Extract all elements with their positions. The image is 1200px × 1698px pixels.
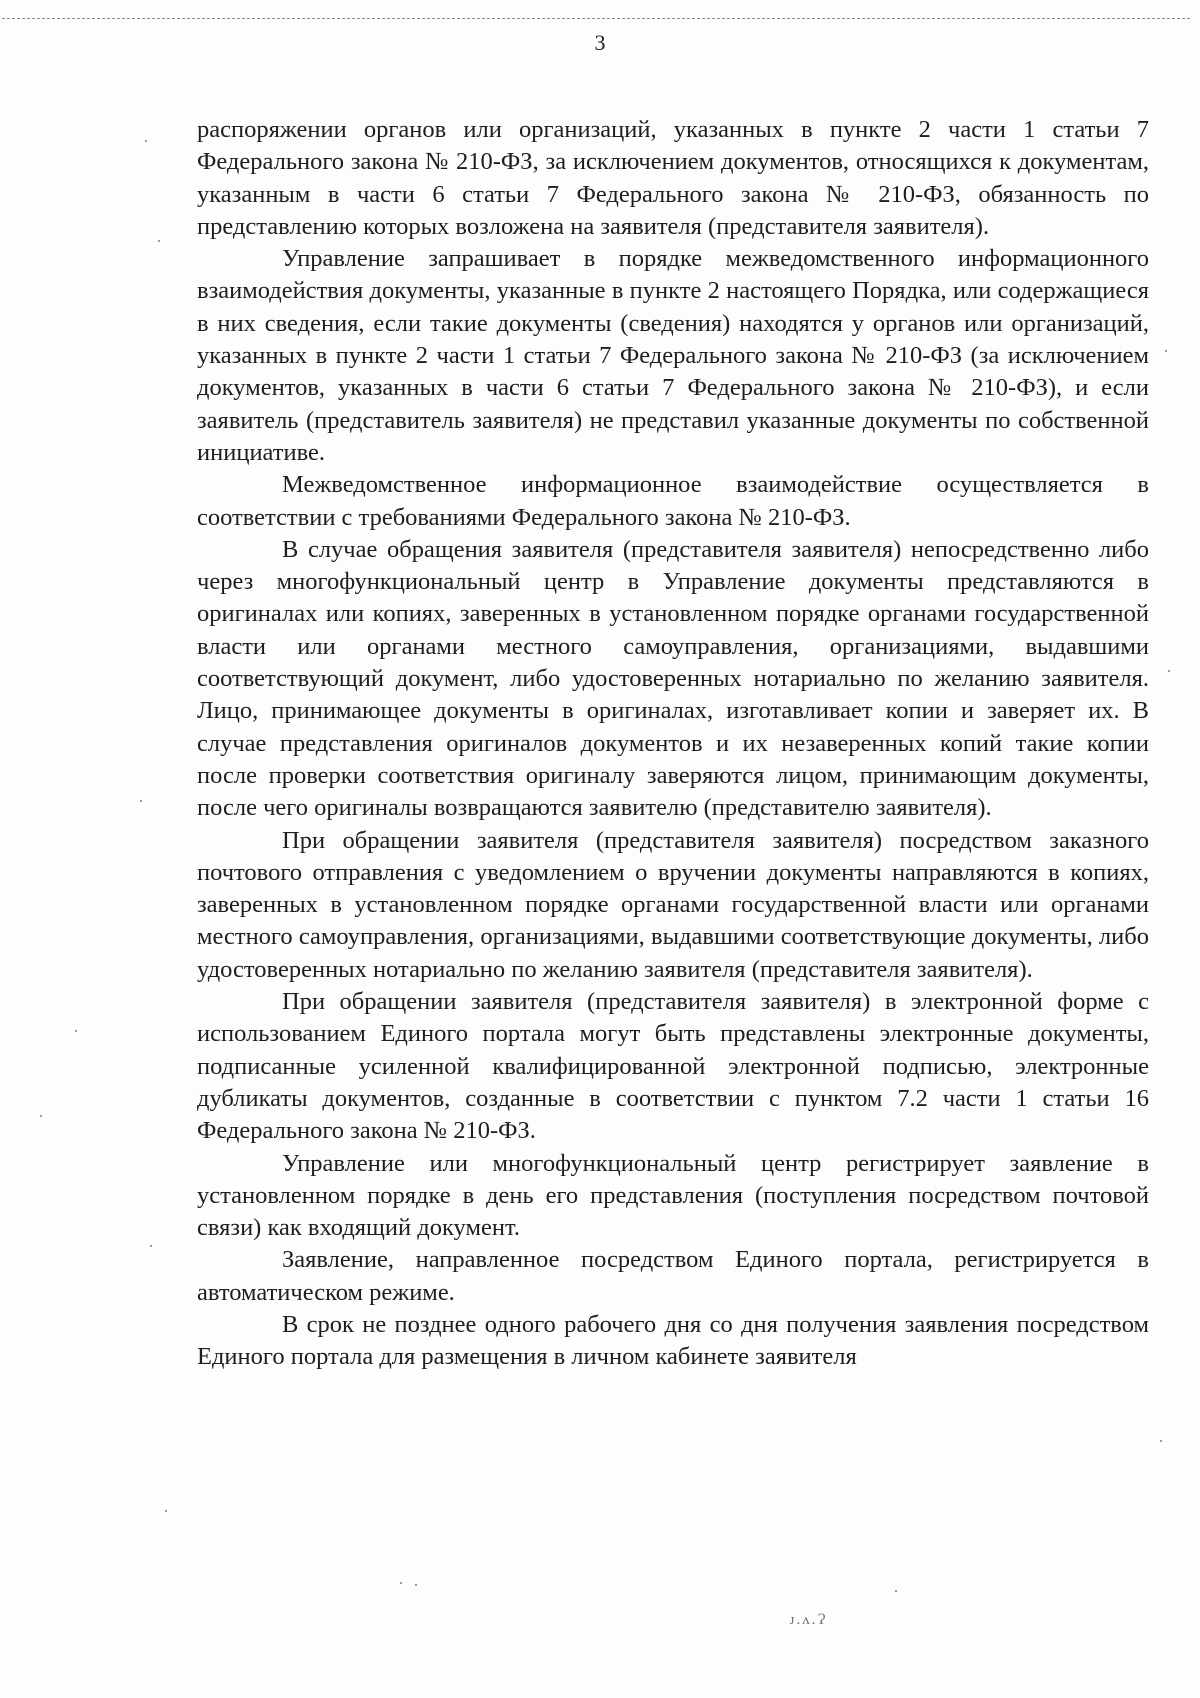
paragraph-deadline: В срок не позднее одного рабочего дня со дня получения заявления посредством Единого портала для размещения в личном кабинете заявителя	[197, 1310, 1149, 1371]
paragraph-interagency-interaction: Межведомственное информационное взаимодействие осуществляется в соответствии с требованиями Федерального закона № 210-ФЗ.	[197, 471, 1149, 531]
page-number: 3	[594, 30, 606, 55]
scan-speck	[415, 1584, 417, 1586]
paragraph-electronic-submission: При обращении заявителя (представителя заявителя) в электронной форме с использованием Единого портала могут быть представлены электронные документы, подписанные усиленной квалифицированной электронной подписью, электронные дубликаты документов, созданные в соответствии с пунктом 7.2 части 1 статьи 16 Федерального закона № 210-ФЗ.	[197, 988, 1149, 1145]
scan-speck	[158, 240, 160, 242]
top-border-line	[2, 18, 1190, 19]
scan-speck	[165, 1510, 167, 1512]
scan-speck	[1168, 670, 1170, 672]
paragraph-interagency-request: Управление запрашивает в порядке межведомственного информационного взаимодействия документы, указанные в пункте 2 настоящего Порядка, или содержащиеся в них сведения, если такие документы (сведения) находятся у органов или организаций, указанных в пункте 2 части 1 статьи 7 Федерального закона № 210-ФЗ (за исключением документов, указанных в части 6 статьи 7 Федерального закона № 210-ФЗ), и если заявитель (представитель заявителя) не представил указанные документы по собственной инициативе.	[197, 245, 1149, 466]
scan-speck	[1165, 350, 1167, 352]
paragraph-portal-registration: Заявление, направленное посредством Единого портала, регистрируется в автоматическом режиме.	[197, 1246, 1149, 1306]
document-body	[197, 114, 1149, 1374]
scan-speck	[895, 1590, 897, 1592]
scan-speck	[1160, 1440, 1162, 1442]
scan-speck	[75, 1030, 77, 1032]
scan-speck	[145, 140, 147, 142]
paragraph-registration: Управление или многофункциональный центр регистрирует заявление в установленном порядке в день его представления (поступления посредством почтовой связи) как входящий документ.	[197, 1149, 1149, 1242]
paragraph-continuation: распоряжении органов или организаций, указанных в пункте 2 части 1 статьи 7 Федерального закона № 210-ФЗ, за исключением документов, относящихся к документам, указанным в части 6 статьи 7 Федерального закона № 210-ФЗ, обязанность по представлению которых возложена на заявителя (представителя заявителя).	[197, 116, 1149, 240]
scan-speck	[40, 1115, 42, 1117]
footer-mark: ᴊ.ʌ.Ɂ	[790, 1612, 828, 1628]
scan-speck	[400, 1582, 402, 1584]
scan-speck	[150, 1245, 152, 1247]
scan-speck	[140, 800, 142, 802]
paragraph-direct-submission: В случае обращения заявителя (представителя заявителя) непосредственно либо через многофункциональный центр в Управление документы представляются в оригиналах или копиях, заверенных в установленном порядке органами государственной власти или органами местного самоуправления, организациями, выдавшими соответствующий документ, либо удостоверенных нотариально по желанию заявителя. Лицо, принимающее документы в оригиналах, изготавливает копии и заверяет их. В случае представления оригиналов документов и их незаверенных копий такие копии после проверки соответствия оригиналу заверяются лицом, принимающим документы, после чего оригиналы возвращаются заявителю (представителю заявителя).	[197, 535, 1149, 822]
paragraph-postal-submission: При обращении заявителя (представителя заявителя) посредством заказного почтового отправления с уведомлением о вручении документы направляются в копиях, заверенных в установленном порядке органами государственной власти или органами местного самоуправления, организациями, выдавшими соответствующие документы, либо удостоверенных нотариально по желанию заявителя (представителя заявителя).	[197, 826, 1149, 983]
